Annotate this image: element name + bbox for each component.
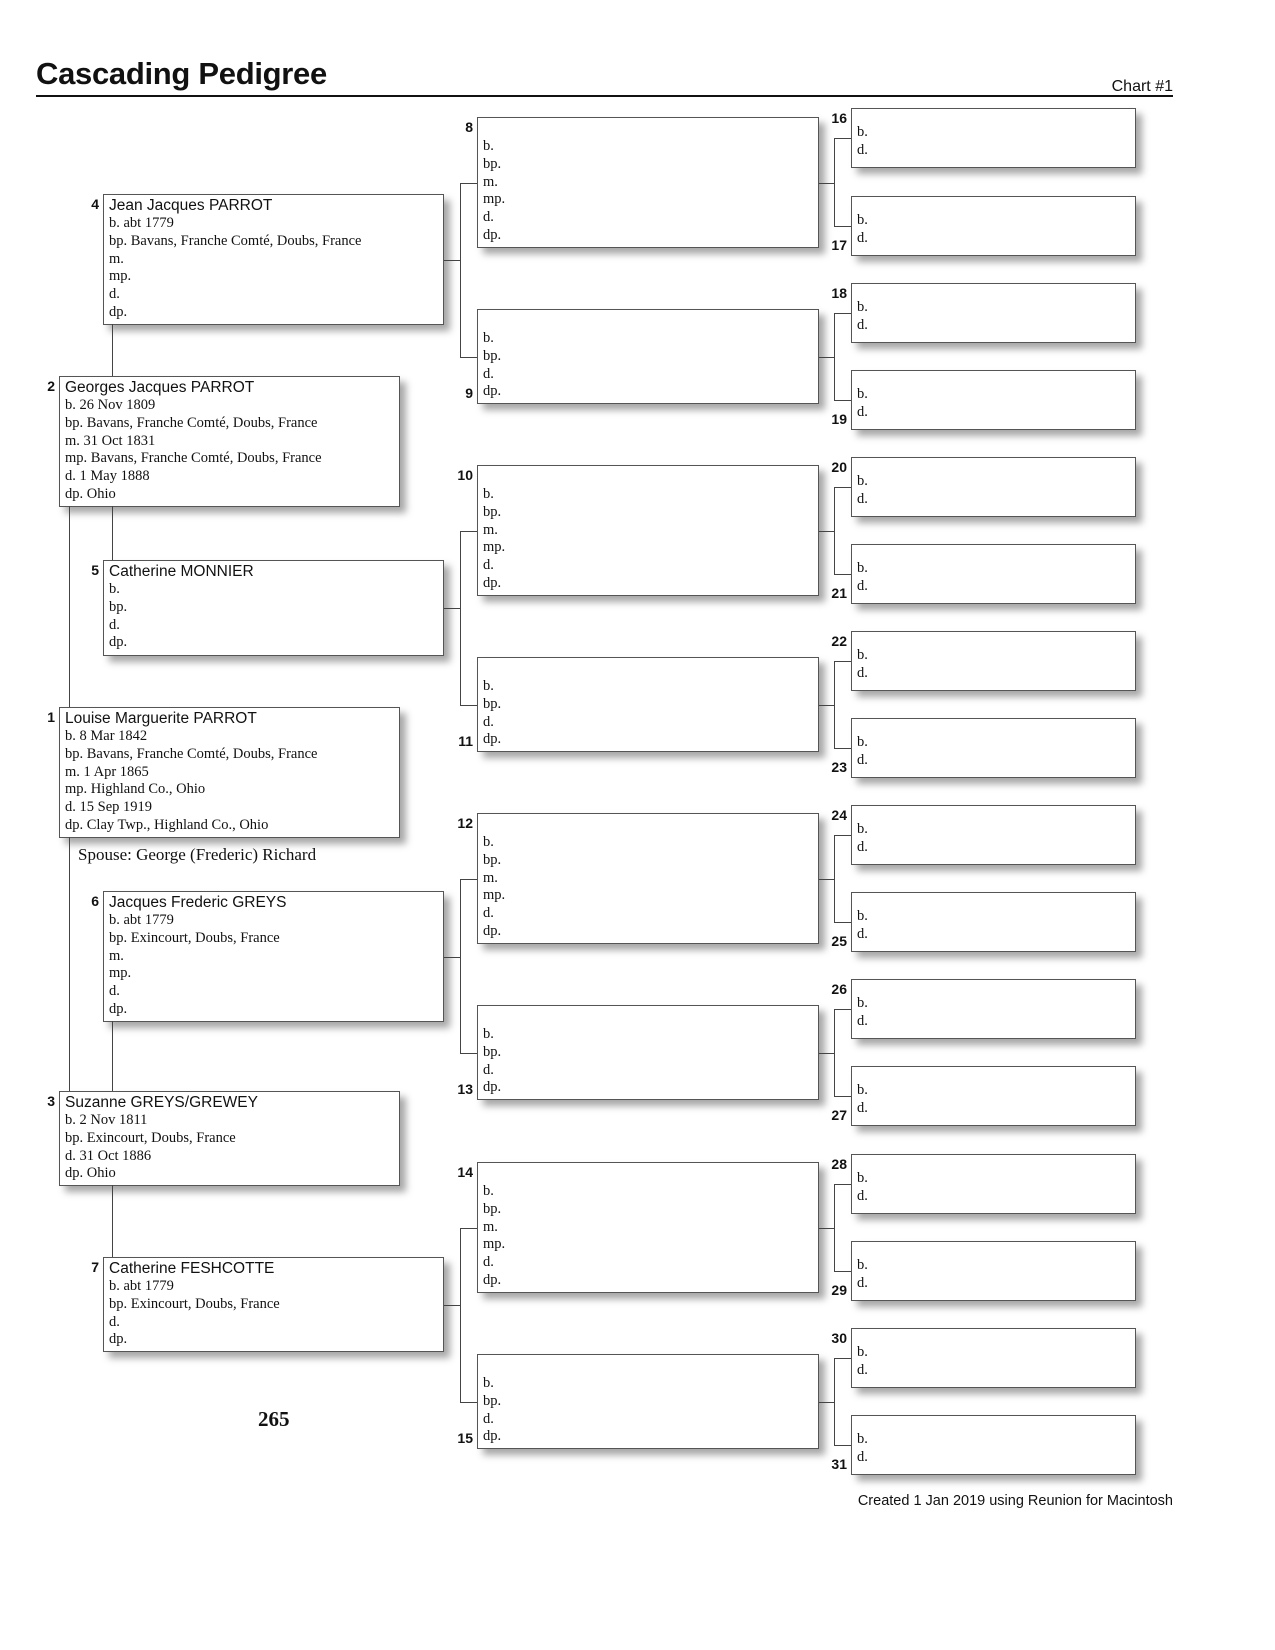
connector-line (834, 1445, 851, 1446)
person-name (483, 1164, 818, 1183)
person-box-18[interactable] (851, 283, 1136, 343)
connector-line (834, 835, 835, 922)
connector-line (834, 1096, 851, 1097)
person-fact: bp. Exincourt, Doubs, France (109, 929, 280, 946)
person-name (857, 1330, 1135, 1344)
person-number: 24 (831, 807, 847, 823)
person-number: 22 (831, 633, 847, 649)
person-number: 31 (831, 1456, 847, 1472)
person-number: 28 (831, 1156, 847, 1172)
connector-line (834, 487, 851, 488)
person-name (857, 1156, 1135, 1170)
person-fact: d. 1 May 1888 (65, 468, 150, 485)
person-number: 13 (457, 1081, 473, 1097)
connector-line (834, 1009, 851, 1010)
person-fact: b. (483, 486, 494, 502)
person-number: 12 (457, 815, 473, 831)
person-name: Louise Marguerite PARROT (65, 710, 257, 727)
person-fact: b. (857, 1082, 868, 1098)
connector-line (819, 1402, 834, 1403)
connector-line (819, 879, 834, 880)
person-name (857, 198, 1135, 212)
person-name (483, 1356, 818, 1375)
person-fact: dp. (483, 574, 502, 591)
person-fact: b. (483, 330, 494, 346)
person-fact: dp. (483, 1428, 502, 1445)
person-fact: m. (109, 947, 124, 964)
person-fact: bp. (483, 347, 502, 364)
person-fact: d. (857, 838, 868, 855)
person-fact: m. (483, 173, 498, 190)
connector-line (834, 1358, 851, 1359)
person-fact: mp. (483, 539, 506, 556)
person-fact: d. (483, 713, 494, 730)
person-number: 25 (831, 933, 847, 949)
connector-line (834, 400, 851, 401)
connector-line (834, 1358, 835, 1445)
person-fact: b. 8 Mar 1842 (65, 728, 148, 744)
person-fact: b. (857, 1344, 868, 1360)
person-fact: d. 15 Sep 1919 (65, 799, 152, 816)
person-fact: mp. (109, 268, 132, 285)
person-fact: b. (483, 1183, 494, 1199)
person-fact: b. abt 1779 (109, 215, 174, 231)
connector-line (460, 879, 461, 1053)
person-box-12[interactable] (477, 813, 819, 944)
person-fact: dp. Clay Twp., Highland Co., Ohio (65, 816, 269, 833)
person-fact: dp. (483, 383, 502, 400)
person-box-9[interactable] (477, 309, 819, 404)
person-fact: b. (857, 1170, 868, 1186)
chart-title: Cascading Pedigree (36, 56, 327, 91)
person-box-28[interactable] (851, 1154, 1136, 1214)
person-fact: dp. (483, 922, 502, 939)
connector-line (460, 1053, 477, 1054)
person-name: Catherine MONNIER (109, 563, 254, 580)
person-fact: b. (857, 1257, 868, 1273)
person-fact: mp. Highland Co., Ohio (65, 781, 206, 798)
person-fact: b. (109, 581, 120, 597)
person-box-29[interactable] (851, 1241, 1136, 1301)
connector-line (112, 1021, 113, 1091)
connector-line (69, 837, 70, 1091)
person-name (857, 546, 1135, 560)
person-name: Georges Jacques PARROT (65, 379, 255, 396)
person-box-22[interactable] (851, 631, 1136, 691)
person-number: 3 (47, 1093, 55, 1109)
connector-line (460, 183, 477, 184)
person-name (857, 633, 1135, 647)
person-fact: bp. Bavans, Franche Comté, Doubs, France (109, 232, 362, 249)
connector-line (819, 183, 834, 184)
person-number: 21 (831, 585, 847, 601)
person-fact: mp. (483, 191, 506, 208)
person-fact: d. (857, 664, 868, 681)
connector-line (834, 922, 851, 923)
person-fact: bp. Exincourt, Doubs, France (109, 1295, 280, 1312)
person-fact: dp. (483, 1271, 502, 1288)
person-fact: bp. Bavans, Franche Comté, Doubs, France (65, 414, 318, 431)
person-name (483, 467, 818, 486)
person-fact: b. (857, 212, 868, 228)
connector-line (834, 313, 835, 400)
person-box-10[interactable] (477, 465, 819, 596)
chart-number: Chart #1 (1111, 78, 1173, 95)
person-number: 29 (831, 1282, 847, 1298)
connector-line (819, 357, 834, 358)
person-fact: b. (857, 1431, 868, 1447)
person-name (483, 119, 818, 138)
person-number: 8 (465, 119, 473, 135)
person-box-20[interactable] (851, 457, 1136, 517)
person-fact: d. (857, 316, 868, 333)
person-fact: m. 31 Oct 1831 (65, 432, 156, 449)
person-fact: b. abt 1779 (109, 1278, 174, 1294)
person-fact: d. (109, 616, 120, 633)
person-fact: b. (857, 908, 868, 924)
person-name: Jacques Frederic GREYS (109, 894, 287, 911)
person-box-11[interactable] (477, 657, 819, 752)
person-box-19[interactable] (851, 370, 1136, 430)
person-fact: d. (483, 365, 494, 382)
person-fact: b. (483, 1375, 494, 1391)
person-fact: d. (857, 577, 868, 594)
person-fact: d. (483, 209, 494, 226)
connector-line (834, 226, 851, 227)
connector-line (460, 531, 461, 705)
person-box-15[interactable] (477, 1354, 819, 1449)
person-fact: b. (857, 124, 868, 140)
person-fact: bp. Bavans, Franche Comté, Doubs, France (65, 745, 318, 762)
person-number: 4 (91, 196, 99, 212)
person-fact: bp. (483, 1200, 502, 1217)
person-number: 19 (831, 411, 847, 427)
connector-line (834, 748, 851, 749)
person-name (857, 981, 1135, 995)
person-fact: d. 31 Oct 1886 (65, 1147, 152, 1164)
person-box-25[interactable] (851, 892, 1136, 952)
connector-line (69, 506, 70, 707)
connector-line (460, 1228, 477, 1229)
person-fact: bp. (109, 598, 128, 615)
person-fact: b. (483, 678, 494, 694)
person-fact: b. (857, 647, 868, 663)
person-fact: b. (857, 299, 868, 315)
person-box-8[interactable] (477, 117, 819, 248)
person-fact: d. (109, 983, 120, 1000)
person-name (857, 110, 1135, 124)
person-fact: d. (483, 1254, 494, 1271)
connector-line (444, 260, 460, 261)
person-fact: dp. Ohio (65, 1165, 116, 1182)
person-box-31[interactable] (851, 1415, 1136, 1475)
person-fact: b. (857, 560, 868, 576)
connector-line (834, 138, 851, 139)
person-fact: b. (857, 473, 868, 489)
connector-line (112, 324, 113, 376)
connector-line (819, 705, 834, 706)
connector-line (112, 1185, 113, 1257)
person-box-23[interactable] (851, 718, 1136, 778)
person-fact: m. 1 Apr 1865 (65, 763, 149, 780)
person-fact: d. (857, 751, 868, 768)
person-number: 9 (465, 385, 473, 401)
person-fact: mp. (109, 965, 132, 982)
person-fact: b. 26 Nov 1809 (65, 397, 156, 413)
person-box-5[interactable] (103, 560, 444, 656)
page-number: 265 (258, 1407, 290, 1431)
person-name (483, 659, 818, 678)
person-name (857, 285, 1135, 299)
person-number: 20 (831, 459, 847, 475)
person-fact: bp. (483, 155, 502, 172)
connector-line (444, 1305, 460, 1306)
person-name: Suzanne GREYS/GREWEY (65, 1094, 258, 1111)
connector-line (834, 313, 851, 314)
person-fact: b. (483, 834, 494, 850)
person-fact: mp. (483, 1236, 506, 1253)
connector-line (834, 1271, 851, 1272)
person-box-6[interactable] (103, 891, 444, 1022)
person-number: 10 (457, 467, 473, 483)
person-number: 26 (831, 981, 847, 997)
person-fact: b. (857, 386, 868, 402)
connector-line (834, 138, 835, 226)
person-fact: m. (483, 521, 498, 538)
person-number: 16 (831, 110, 847, 126)
person-box-13[interactable] (477, 1005, 819, 1100)
person-name (857, 372, 1135, 386)
connector-line (834, 661, 851, 662)
person-number: 30 (831, 1330, 847, 1346)
person-fact: m. (483, 869, 498, 886)
person-fact: bp. (483, 851, 502, 868)
person-box-26[interactable] (851, 979, 1136, 1039)
connector-line (819, 531, 834, 532)
person-fact: d. (857, 1099, 868, 1116)
connector-line (834, 1009, 835, 1096)
person-fact: d. (857, 141, 868, 158)
person-number: 15 (457, 1430, 473, 1446)
person-fact: b. (857, 734, 868, 750)
connector-line (460, 1228, 461, 1402)
connector-line (834, 487, 835, 574)
person-fact: d. (483, 905, 494, 922)
connector-line (819, 1228, 834, 1229)
person-fact: d. (857, 925, 868, 942)
person-fact: dp. (109, 1331, 128, 1348)
person-fact: d. (857, 1274, 868, 1291)
person-number: 7 (91, 1259, 99, 1275)
person-fact: b. (857, 995, 868, 1011)
person-number: 27 (831, 1107, 847, 1123)
person-fact: dp. (109, 303, 128, 320)
connector-line (834, 835, 851, 836)
connector-line (460, 183, 461, 357)
person-box-1[interactable] (59, 707, 400, 838)
person-fact: d. (857, 403, 868, 420)
person-fact: b. 2 Nov 1811 (65, 1112, 148, 1128)
person-fact: b. abt 1779 (109, 912, 174, 928)
person-box-16[interactable] (851, 108, 1136, 168)
person-fact: d. (109, 1313, 120, 1330)
connector-line (460, 879, 477, 880)
person-fact: bp. (483, 503, 502, 520)
person-number: 5 (91, 562, 99, 578)
person-fact: d. (857, 490, 868, 507)
person-fact: b. (483, 1026, 494, 1042)
connector-line (834, 661, 835, 748)
person-name (483, 311, 818, 330)
person-fact: dp. (109, 634, 128, 651)
person-name (483, 815, 818, 834)
person-number: 17 (831, 237, 847, 253)
connector-line (460, 531, 477, 532)
person-fact: d. (483, 557, 494, 574)
connector-line (444, 957, 460, 958)
person-name (857, 720, 1135, 734)
person-box-27[interactable] (851, 1066, 1136, 1126)
person-fact: dp. (483, 1079, 502, 1096)
person-fact: bp. Exincourt, Doubs, France (65, 1129, 236, 1146)
person-fact: dp. (483, 226, 502, 243)
person-fact: dp. Ohio (65, 485, 116, 502)
person-box-30[interactable] (851, 1328, 1136, 1388)
person-box-3[interactable] (59, 1091, 400, 1186)
person-number: 14 (457, 1164, 473, 1180)
person-box-14[interactable] (477, 1162, 819, 1293)
person-fact: b. (483, 138, 494, 154)
person-fact: dp. (109, 1000, 128, 1017)
person-fact: bp. (483, 695, 502, 712)
person-name (857, 894, 1135, 908)
connector-line (460, 357, 477, 358)
person-fact: bp. (483, 1392, 502, 1409)
person-fact: dp. (483, 731, 502, 748)
person-fact: d. (857, 1448, 868, 1465)
person-number: 1 (47, 709, 55, 725)
connector-line (112, 506, 113, 560)
person-box-2[interactable] (59, 376, 400, 507)
person-fact: m. (483, 1218, 498, 1235)
person-name (857, 459, 1135, 473)
person-name (483, 1007, 818, 1026)
person-box-24[interactable] (851, 805, 1136, 865)
connector-line (460, 705, 477, 706)
person-box-17[interactable] (851, 196, 1136, 256)
person-number: 6 (91, 893, 99, 909)
person-box-4[interactable] (103, 194, 444, 325)
connector-line (460, 1402, 477, 1403)
connector-line (444, 608, 460, 609)
person-number: 23 (831, 759, 847, 775)
person-fact: d. (857, 1187, 868, 1204)
person-fact: d. (857, 1012, 868, 1029)
title-rule (36, 95, 1173, 97)
spouse-label: Spouse: George (Frederic) Richard (78, 845, 317, 864)
person-number: 18 (831, 285, 847, 301)
person-fact: d. (857, 1361, 868, 1378)
connector-line (834, 1184, 851, 1185)
person-name (857, 1068, 1135, 1082)
person-fact: d. (483, 1061, 494, 1078)
connector-line (834, 1184, 835, 1271)
person-fact: d. (109, 286, 120, 303)
person-fact: mp. (483, 887, 506, 904)
person-box-21[interactable] (851, 544, 1136, 604)
person-number: 11 (458, 733, 473, 749)
person-name: Jean Jacques PARROT (109, 197, 273, 214)
person-name: Catherine FESHCOTTE (109, 1260, 275, 1277)
person-fact: bp. (483, 1043, 502, 1060)
person-name (857, 1417, 1135, 1431)
person-fact: mp. Bavans, Franche Comté, Doubs, France (65, 450, 322, 467)
person-fact: b. (857, 821, 868, 837)
connector-line (819, 1053, 834, 1054)
person-box-7[interactable] (103, 1257, 444, 1352)
person-name (857, 1243, 1135, 1257)
person-fact: d. (483, 1410, 494, 1427)
person-fact: d. (857, 229, 868, 246)
connector-line (834, 574, 851, 575)
person-number: 2 (47, 378, 55, 394)
footer-credit: Created 1 Jan 2019 using Reunion for Macintosh (857, 1493, 1173, 1509)
person-name (857, 807, 1135, 821)
person-fact: m. (109, 250, 124, 267)
